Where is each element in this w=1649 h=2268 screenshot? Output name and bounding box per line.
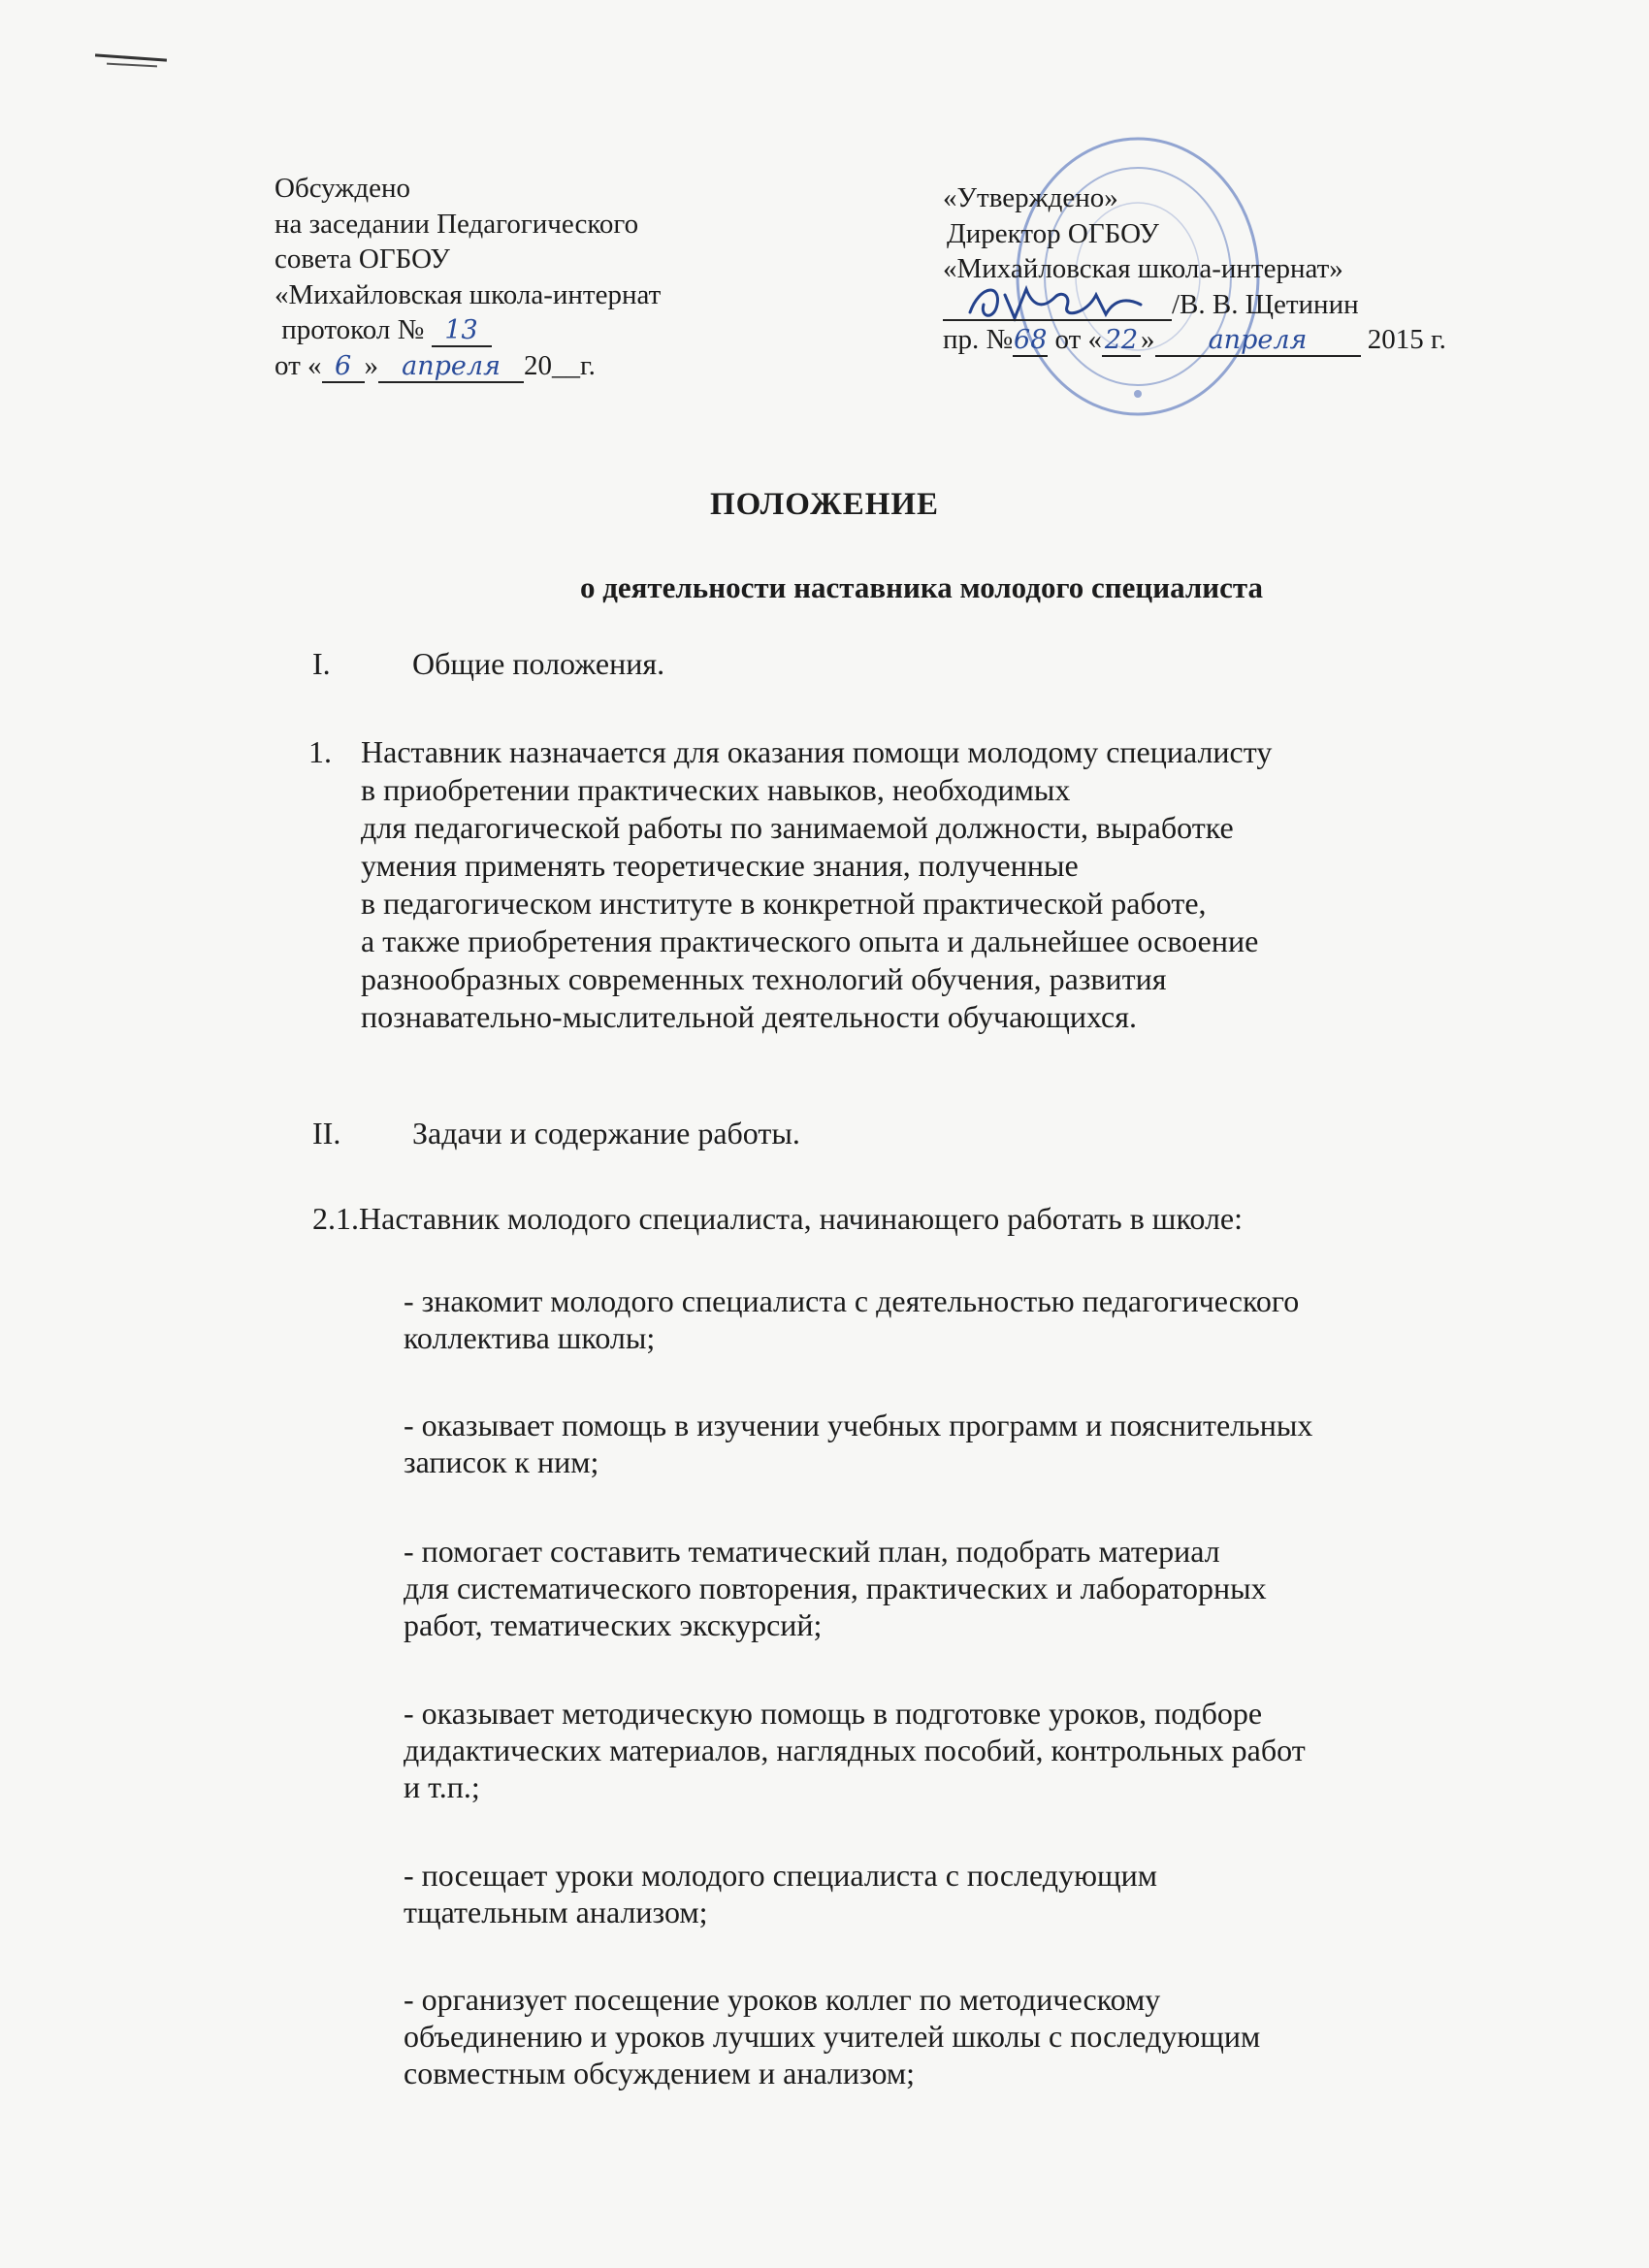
list-item-line: - оказывает методическую помощь в подготовке уроков, подборе [404, 1696, 1263, 1731]
order-month: апреля [1155, 326, 1361, 357]
list-item-line: тщательным анализом; [404, 1895, 708, 1929]
order-line [943, 322, 1446, 358]
signature-line [943, 287, 1446, 323]
paragraph-line: в педагогическом институте в конкретной практической работе, [361, 886, 1207, 921]
protocol-label: протокол № [281, 314, 425, 345]
header-line: Обсуждено [275, 173, 410, 204]
list-item-line: для систематического повторения, практических и лабораторных [404, 1571, 1267, 1605]
document-subtitle: о деятельности наставника молодого специалиста [579, 570, 1264, 604]
list-item-line: - знакомит молодого специалиста с деятельностью педагогического [404, 1283, 1300, 1318]
approved-label: «Утверждено» [943, 182, 1118, 213]
date-day: 6 [322, 352, 365, 383]
header-discussed [275, 171, 661, 383]
paragraph-line: для педагогической работы по занимаемой должности, выработке [361, 810, 1234, 845]
protocol-number: 13 [432, 316, 492, 347]
section-number: II. [312, 1116, 341, 1150]
header-line: на заседании Педагогического [275, 208, 639, 240]
list-item [404, 1282, 1568, 1356]
list-item-line: совместным обсуждением и анализом; [404, 2056, 916, 2090]
list-item-line: - посещает уроки молодого специалиста с последующим [404, 1858, 1157, 1893]
date-prefix: от « [275, 349, 322, 381]
date-year: 20__г. [524, 349, 596, 381]
list-item-line: и т.п.; [404, 1769, 480, 1804]
header-line: совета ОГБОУ [275, 243, 450, 275]
list-item-line: - помогает составить тематический план, подобрать материал [404, 1534, 1220, 1569]
list-item [404, 1407, 1568, 1480]
date-line [275, 348, 661, 384]
paragraph-number: 1. [308, 734, 332, 769]
order-day: 22 [1102, 326, 1141, 357]
list-item-line: - оказывает помощь в изучении учебных программ и пояснительных [404, 1408, 1313, 1442]
order-from: от « [1054, 324, 1102, 355]
date-mid: » [364, 349, 379, 381]
paragraph-line: Наставник назначается для оказания помощи молодому специалисту [361, 734, 1273, 769]
order-number: 68 [1014, 325, 1048, 355]
list-item-line: работ, тематических экскурсий; [404, 1607, 823, 1642]
paragraph-line: умения применять теоретические знания, полученные [361, 848, 1079, 883]
school-name: «Михайловская школа-интернат» [943, 253, 1343, 284]
header-approved [943, 180, 1446, 358]
section-heading: Общие положения. [412, 646, 665, 681]
paragraph-1 [308, 733, 1544, 1036]
header-line: «Михайловская школа-интернат [275, 278, 662, 310]
list-item-line: записок к ним; [404, 1444, 599, 1479]
list-item-line: объединению и уроков лучших учителей школы с последующим [404, 2019, 1261, 2054]
section-number: I. [312, 646, 331, 681]
order-year: 2015 г. [1367, 324, 1446, 355]
list-item [404, 1533, 1568, 1643]
date-month: апреля [378, 352, 524, 383]
list-item [404, 1695, 1568, 1805]
list-item [404, 1857, 1568, 1930]
list-item [404, 1981, 1568, 2091]
paragraph-line: а также приобретения практического опыта и дальнейшее освоение [361, 923, 1259, 958]
subsection-2-1: 2.1.Наставник молодого специалиста, начинающего работать в школе: [312, 1201, 1243, 1236]
scan-artifact-line [95, 53, 167, 61]
paragraph-line: в приобретении практических навыков, необходимых [361, 772, 1071, 807]
order-prefix: пр. № [943, 324, 1014, 355]
signature-blank [943, 290, 1172, 321]
list-item-line: - организует посещение уроков коллег по методическому [404, 1982, 1161, 2017]
scan-artifact-line [107, 63, 157, 68]
paragraph-line: познавательно-мыслительной деятельности обучающихся. [361, 999, 1137, 1034]
list-item-line: дидактических материалов, наглядных пособий, контрольных работ [404, 1733, 1306, 1767]
document-title: ПОЛОЖЕНИЕ [709, 487, 940, 522]
list-item-line: коллектива школы; [404, 1320, 656, 1355]
section-heading: Задачи и содержание работы. [412, 1116, 800, 1150]
paragraph-line: разнообразных современных технологий обучения, развития [361, 961, 1167, 996]
protocol-line [275, 312, 661, 348]
director-title: Директор ОГБОУ [947, 217, 1159, 249]
director-name: /В. В. Щетинин [1172, 288, 1359, 320]
order-mid: » [1141, 324, 1155, 355]
